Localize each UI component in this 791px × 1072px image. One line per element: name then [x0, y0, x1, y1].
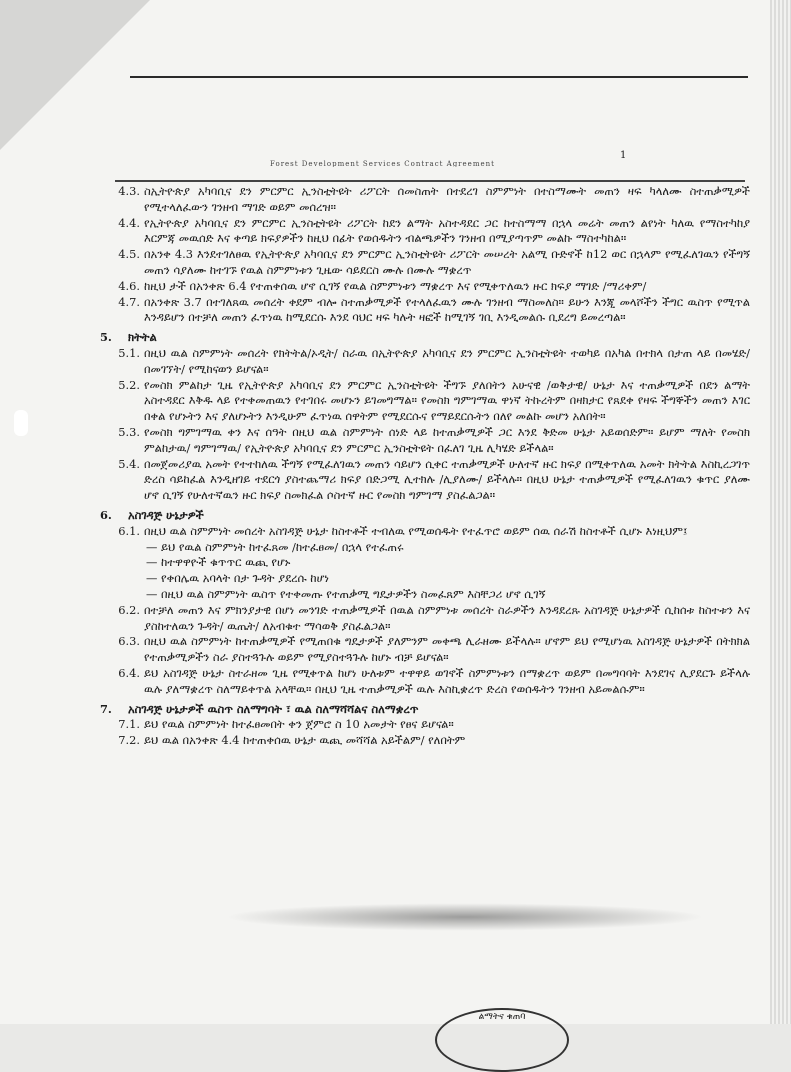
- clause-item: [100, 733, 750, 749]
- clause-number: 4.5.: [118, 247, 140, 262]
- clause-item: [100, 247, 750, 279]
- clause-item: [100, 603, 750, 635]
- clause-item: [100, 378, 750, 425]
- section-7-items: [100, 717, 750, 749]
- clause-text: ይህ አስገዳጅ ሁኔታ ስተራዘመ ጊዜ የሚቀጥል ከሆነ ሁለቱም ተዋዋይ ወገኖች ስምምነቱን በማቋረጥ ወይም በመግባባት እንደገና ሊያደርጉ ይችላሉ ዉሉ ያለማቋረጥ ስለማይቀጥል አላቸዉ። በዚህ ጊዜ ተጠቃሚዎች ዉሉ እስኪቋረጥ ድረስ የወሰዱትን ገንዘብ አይመልሱም።: [144, 665, 750, 696]
- header-rule: [115, 180, 745, 182]
- clause-text: ከዚህ ታች በአንቀጽ 6.4 የተጠቀሰዉ ሆኖ ሲገኝ የዉል ስምምነቱን ማቋረጥ እና የሚቀጥለዉን ዙር ክፍያ ማገድ /ማሪቀም/: [144, 278, 647, 293]
- clause-item: [100, 279, 750, 295]
- clause-text: ስኢትዮጵያ አካባቢና ደን ምርምር ኢንስቲትዩት ሪፖርት ሰመስጠት በተደረገ ስምምነት በተስማሙት መጠን ዛፍ ካላለሙ ስተጠቃሚዎች የሚተላለፈውን ገንዘብ ማገድ ወይም መሰረዝ።: [144, 184, 750, 214]
- document-body: [100, 184, 750, 749]
- section-5-heading: [100, 330, 750, 346]
- clause-item: [100, 216, 750, 248]
- clause-text: ይህ የዉል ስምምነት ከተፈፀመበት ቀን ጀምሮ ስ 10 አመታት የፀና ይሆናል።: [144, 717, 454, 732]
- clause-number: 4.6.: [118, 278, 140, 293]
- clause-text: በመጀመሪያዉ አመት የተተከለዉ ችግኝ የሚፈለገዉን መጠን ሳይሆን ሲቀር ተጠቃሚዎች ሁለተኛ ዙር ክፍያ በሚቀጥለዉ አመት ክትትል እስኪረጋገጥ ድረስ ሳይከፈል እንዲዘገይ ተደርጎ ያስተጨማሪ ክፍያ በድጋሚ ሊተክሉ /ሊያለሙ/ ይችላሉ። በዚህ ሁኔታ ተጠቃሚዎች የሚፈለገዉን ቁጥር ያለሙ ሆኖ ሲገኝ የሁለተኛዉን ዙር ክፍያ ስመክፈል ሶስተኛ ዙር የመስክ ግምገማ ያስፈልጋል።: [144, 456, 750, 503]
- punch-hole: [14, 410, 28, 436]
- clause-number: 6.4.: [118, 665, 140, 680]
- section-title: አስገዳጅ ሁኔታዎች ዉስጥ ስለማግባት ፣ ዉል ስለማሻሻልና ስለማቋረጥ: [127, 701, 419, 716]
- clause-text: በአንቀጽ 3.7 በተገለጸዉ መሰረት ቀደም ብሎ ስተጠቃሚዎች የተላለፈዉን ሙሉ ገንዘብ ማስመለስ። ይሁን እንጂ መላሾችን ችግር ዉስጥ የሚጥል እንዳይሆን በተቻለ መጠን ፈጥነዉ ከሚደርሱ እንደ ባህር ዛፍ ካሉት ዛፎች ከሚገኝ ገቢ እንዲመልሱ ቢደረግ ይመረጣል።: [144, 294, 750, 325]
- clause-item: [100, 295, 750, 327]
- clause-text: የመስክ ምልከታ ጊዜ የኢትዮጵያ አካባቢና ደን ምርምር ኢንስቲትዩት ችግኙ ያለበትን አሁናዊ /ወቅታዊ/ ሁኔታ እና ተጠቃሚዎች በደን ልማት አስተዳደር እቅዱ ላይ የተቀመጠዉን የተገበሩ መሆኑን ይገመግማል። የመስክ ግምገማዉ ዋነኛ ትኩረትም በዛክታር የጸደቀ የዛፍ ችግኞችን መጠን እገር በቀል የሆኑትን እና ያለሆኑትን እንዲሁም ፈጥነዉ ሰዋትም የሚደርሱና የማይደርሱትን በለየ መልኩ መሆን አለበት።: [144, 377, 750, 424]
- clause-text: ይህ ዉል በአንቀጽ 4.4 ከተጠቀሰዉ ሁኔታ ዉጪ መሻሻል አይችልም/ የለበትም: [144, 733, 466, 748]
- clause-number: 4.7.: [118, 294, 140, 309]
- clause-number: 4.4.: [118, 215, 140, 230]
- clause-6-1-list: [100, 540, 750, 603]
- folded-corner: [0, 0, 150, 150]
- section-6-items-b: [100, 603, 750, 698]
- clause-text: የመስክ ግምገማዉ ቀን እና ሰዓት በዚህ ዉል ስምምነት ሰነድ ላይ ከተጠቃሚዎች ጋር እንደ ቅድመ ሁኔታ አይወሰድም። ይሆም ማለት የመስክ ምልከታዉ/ ግምገማዉ/ የኢትዮጵያ አካባቢና ደን ምርምር ኢንስቲትዩት በፈለገ ጊዜ ሊካሄድ ይችላል።: [144, 424, 750, 455]
- section-number: 7.: [100, 701, 112, 716]
- clause-number: 6.3.: [118, 634, 140, 649]
- clause-number: 6.2.: [118, 602, 140, 617]
- clause-number: 5.3.: [118, 424, 140, 439]
- clause-number: 7.2.: [118, 733, 140, 748]
- section-6-heading: [100, 508, 750, 524]
- clause-number: 5.1.: [118, 345, 140, 360]
- section-title: አስገዳጅ ሁኔታዎች: [127, 507, 204, 522]
- clause-text: በዚህ ዉል ስምምነት መሰረት የክትትል/ኦዲት/ ስራዉ በኢትዮጵያ አካባቢና ደን ምርምር ኢንስቲትዩት ተወካይ በአካል በተክላ በታጠ ላይ በመሄድ/ በመገኘት/ የሚከናወን ይሆናል።: [144, 345, 750, 376]
- page-stack-edge: [770, 0, 791, 1024]
- official-stamp: ልማትና ቁጠባ: [435, 1008, 569, 1072]
- section-7-heading: [100, 702, 750, 718]
- clause-number: 4.3.: [118, 184, 140, 198]
- list-item: — በዚህ ዉል ስምምነት ዉስጥ የተቀመጡ የተጠቃሚ ግዴታዎችን ስመፈጸም እስቸጋሪ ሆኖ ሲገኝ: [146, 587, 750, 603]
- running-header: Forest Development Services Contract Agreement: [270, 160, 495, 167]
- clause-text: በዚህ ዉል ስምምነት ከተጠቃሚዎች የሚጠበቁ ግዴታዎች ያለምንም መቀጫ ሊራዘሙ ይችላሉ። ሆኖም ይህ የሚሆነዉ አስገዳጅ ሁኔታዎች በትክክል የተጠቃሚዎችን ስራ ያስተጓጉሉ ወይም የሚያስተጓጉሉ ከሆኑ ብቻ ይሆናል።: [144, 634, 750, 665]
- page-number: 1: [620, 150, 627, 161]
- clause-text: በዚህ ዉል ስምምነት መሰረት አስገዳጅ ሁኔታ ከስተቶች ተብለዉ የሚወሰዱት የተፈጥሮ ወይም ሰዉ ሰራሽ ከስተቶች ሲሆኑ እነዚህም፤: [144, 523, 688, 538]
- section-4-items: [100, 184, 750, 326]
- section-6-items-a: [100, 524, 750, 540]
- clause-item: [100, 524, 750, 540]
- clause-number: 5.4.: [118, 456, 140, 471]
- clause-number: 5.2.: [118, 377, 140, 392]
- list-item: — ከተዋዋዮች ቁጥጥር ዉጪ የሆኑ: [146, 555, 750, 571]
- clause-text: በተቻለ መጠን እና ምክንያታዊ በሆነ መንገድ ተጠቃሚዎች በዉል ስምምነቱ መሰረት ስራዎችን እንዳደረጹ አስገዳጅ ሁኔታዎች ሲከሰቱ ከስተቱን እና ያስከተለዉን ጉዳት/ ዉጤት/ ለአብቁተ ማሳወቅ ያስፈልጋል።: [144, 602, 750, 633]
- clause-number: 7.1.: [118, 717, 140, 732]
- list-item: — የቀበሌዉ አባላት በታ ጉዳት ያደረሱ ከሆነ: [146, 571, 750, 587]
- clause-item: [100, 666, 750, 698]
- top-rule: [130, 76, 748, 78]
- clause-item: [100, 457, 750, 504]
- clause-text: በአንቀ 4.3 እንደተገለፀዉ የኢትዮጵያ አካባቢና ደን ምርምር ኢንስቲትዩት ሪፖርት መሠረት አልሚ ቡድኖች ከ12 ወር በኋላም የሚፈለገዉን የችግኝ መጠን ሳያለሙ ከተገኙ የዉል ስምምነቱን ጊዜው ሳይደርስ ሙሉ በሙሉ ማቋረጥ: [144, 247, 750, 277]
- clause-item: [100, 717, 750, 733]
- list-item: — ይህ የዉል ስምምነት ከተፈጸመ /ከተፈፀመ/ በኋላ የተፈጠሩ: [146, 540, 750, 556]
- clause-number: 6.1.: [118, 523, 140, 538]
- section-title: ክትትል: [127, 330, 157, 345]
- clause-item: [100, 425, 750, 457]
- section-number: 6.: [100, 507, 112, 522]
- photocopy-smudge: [225, 903, 705, 931]
- section-5-items: [100, 346, 750, 504]
- clause-text: የኢትዮጵያ አካባቢና ደን ምርምር ኢንስቲትዩት ሪፖርት ከደን ልማት አስተዳደር ጋር ከተስማማ በኋላ መሬት መጠን ልየነት ካለዉ የማስተካከያ እርምጃ መዉሰድ እና ቀጣይ ክፍያዎችን ከዚህ በፊት የወሰዱትን ብልጫዎችን ገንዘብ በሚያጣጥም መልኩ ማስተካከል።: [144, 215, 750, 246]
- section-number: 5.: [100, 330, 112, 345]
- clause-item: [100, 634, 750, 666]
- clause-item: [100, 184, 750, 216]
- clause-item: [100, 346, 750, 378]
